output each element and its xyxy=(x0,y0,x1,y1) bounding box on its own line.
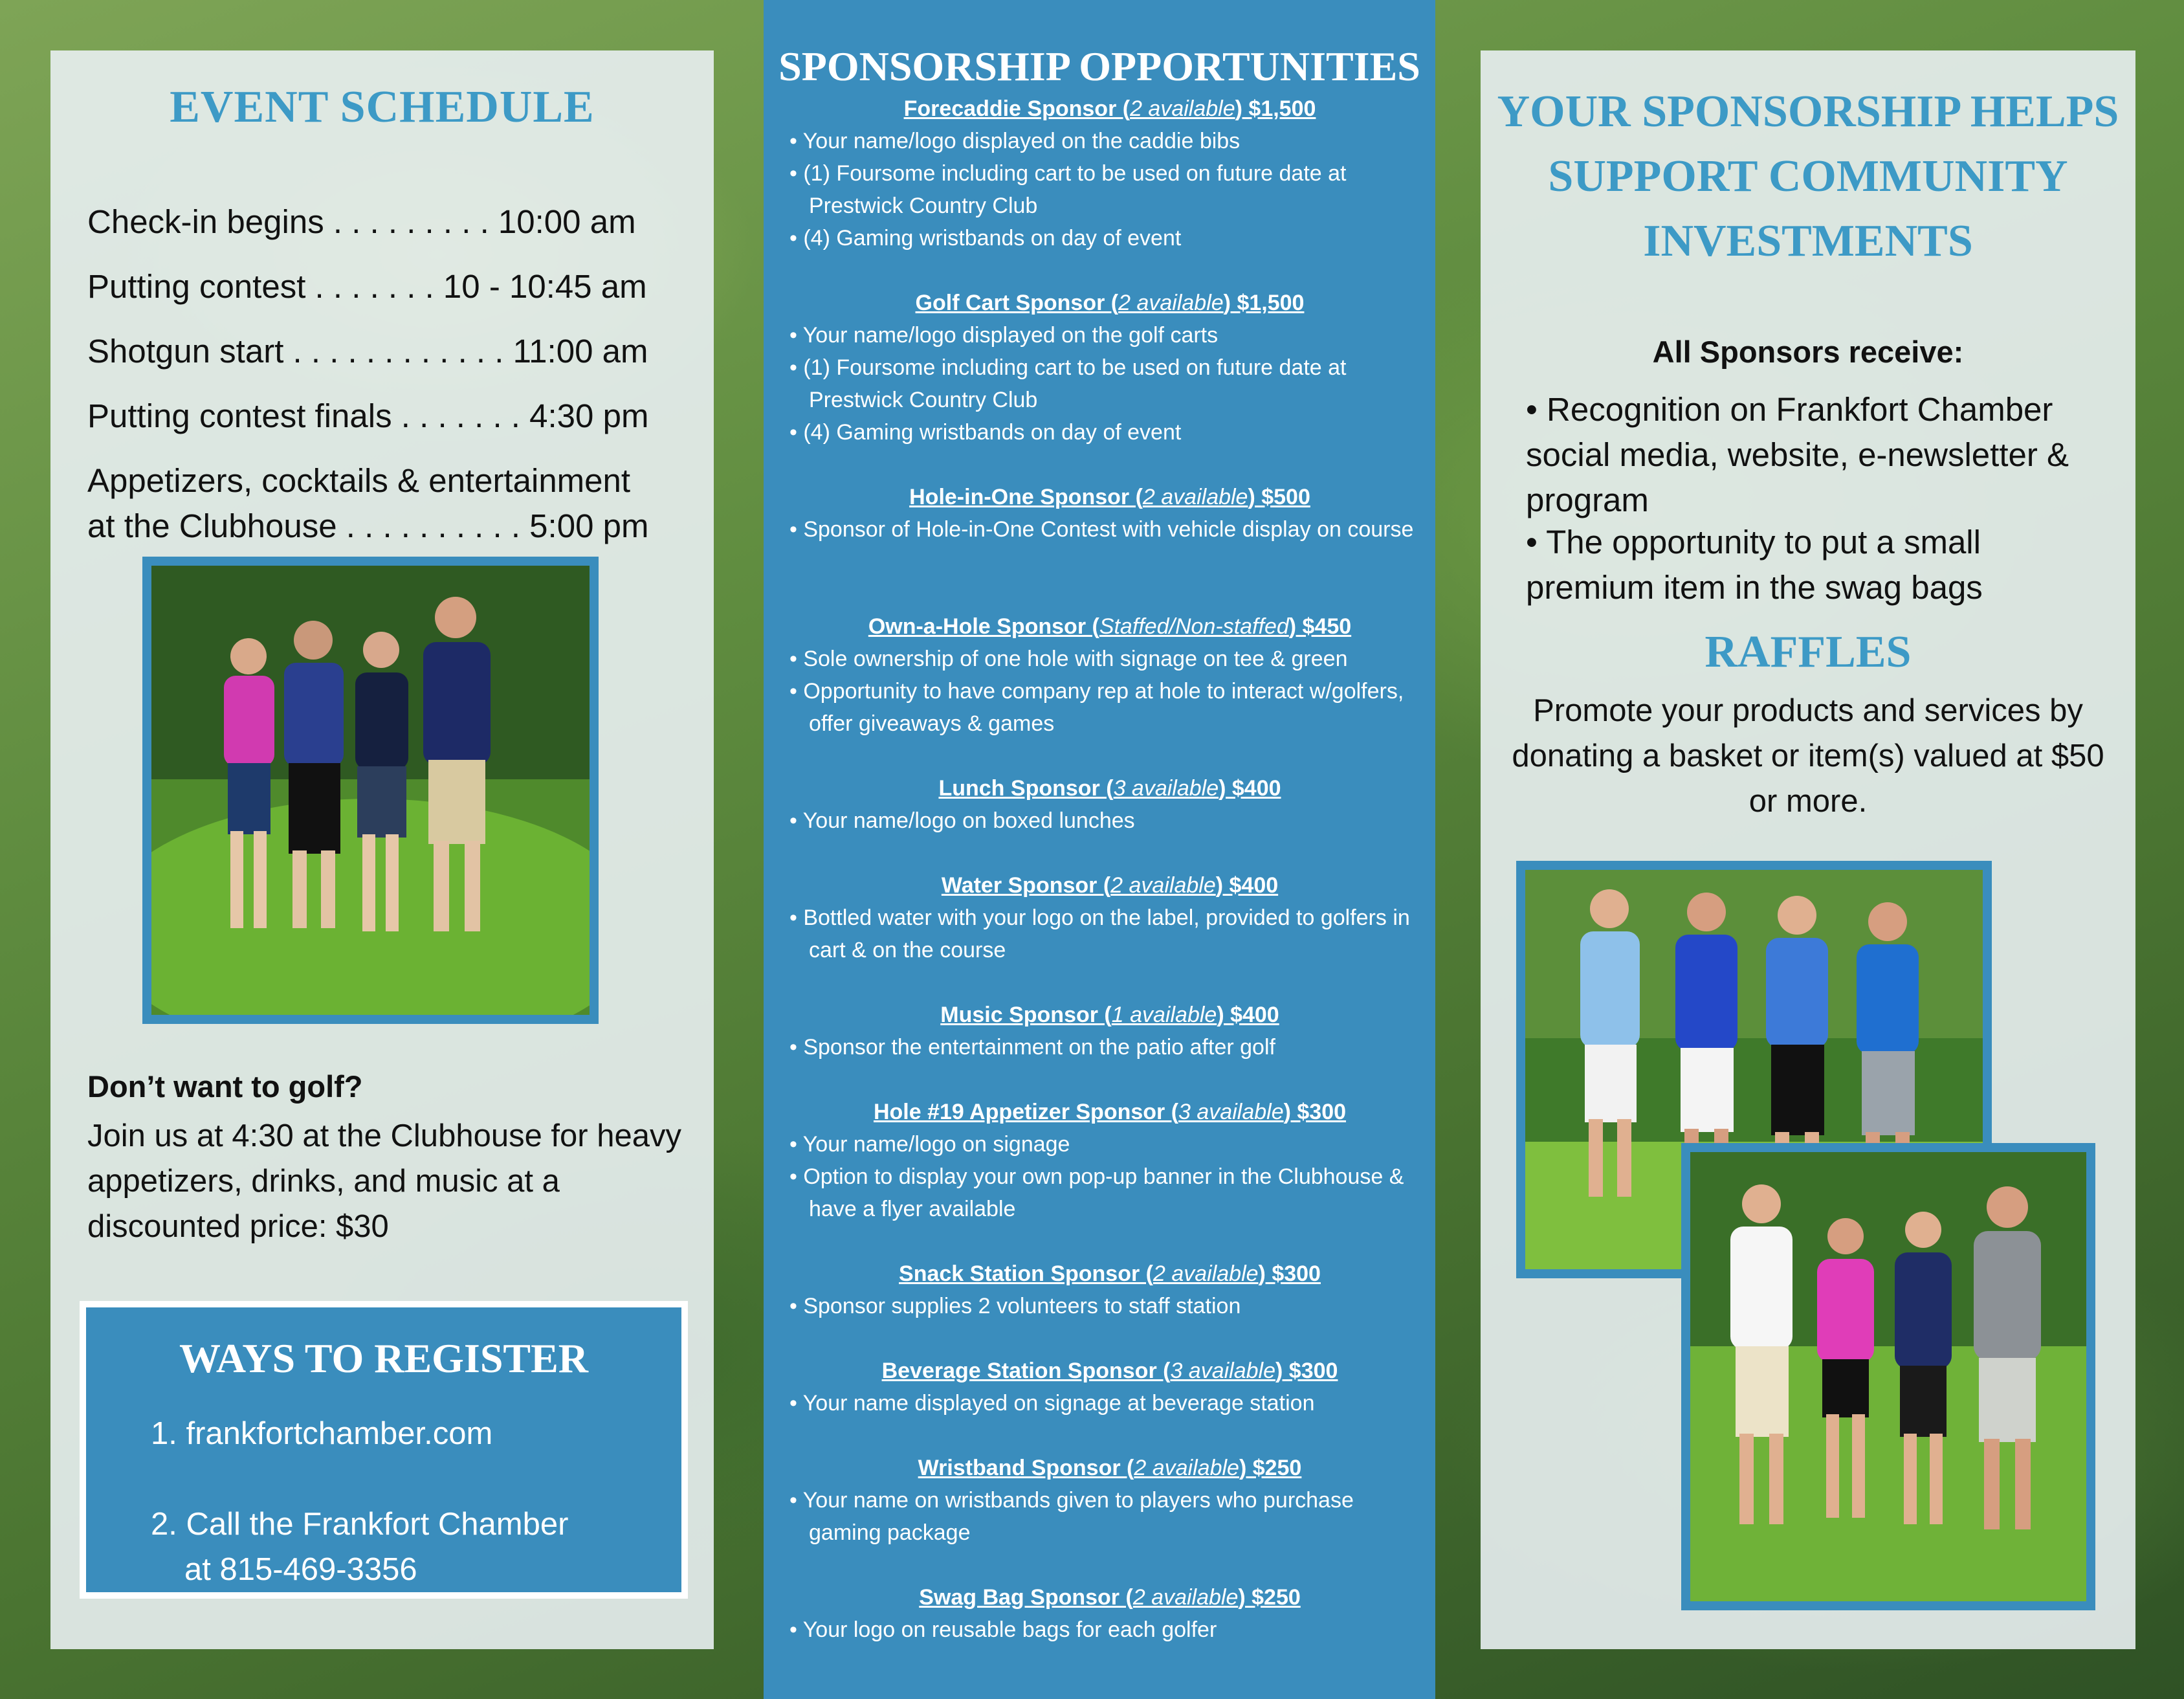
schedule-item: Putting contest finals . . . . . . . 4:30 pm xyxy=(87,397,649,434)
sponsor-title: Beverage Station Sponsor (3 available) $300 xyxy=(881,1359,1338,1383)
sponsor-title: Golf Cart Sponsor (2 available) $1,500 xyxy=(915,291,1305,315)
sponsor-bullet: • Bottled water with your logo on the label, provided to golfers in cart & on the course xyxy=(789,905,1410,962)
schedule-item: Check-in begins . . . . . . . . . 10:00 am xyxy=(87,203,636,240)
benefit-bullet-recognition: • Recognition on Frankfort Chamber social media, website, e-newsletter & program xyxy=(1526,391,2069,518)
sponsor-item-music xyxy=(789,999,1430,1063)
sponsor-bullet: • Your name/logo displayed on the caddie bibs xyxy=(789,129,1241,153)
sponsor-title: Snack Station Sponsor (2 available) $300 xyxy=(899,1261,1321,1286)
sponsor-bullet: • Your name/logo on signage xyxy=(789,1132,1070,1157)
sponsor-item-snack-station xyxy=(789,1258,1430,1322)
schedule-item: Putting contest . . . . . . . 10 - 10:45 am xyxy=(87,268,647,305)
sponsor-title: Hole #19 Appetizer Sponsor (3 available) $300 xyxy=(873,1100,1347,1124)
raffles-text: Promote your products and services by donating a basket or item(s) valued at $50 or more. xyxy=(1512,693,2104,819)
sponsor-bullet: • Your name on wristbands given to players who purchase gaming package xyxy=(789,1488,1354,1545)
dont-want-to-golf-text: Join us at 4:30 at the Clubhouse for heavy appetizers, drinks, and music at a discounted price: $30 xyxy=(87,1118,681,1244)
register-website: 1. frankfortchamber.com xyxy=(151,1416,493,1451)
sponsor-bullet: • Opportunity to have company rep at hole to interact w/golfers, offer giveaways & games xyxy=(789,679,1404,736)
golfers-photo-3 xyxy=(1681,1143,2095,1610)
sponsor-title: Lunch Sponsor (3 available) $400 xyxy=(938,776,1281,801)
raffles-heading: RAFFLES xyxy=(1704,627,1912,677)
schedule-item: Appetizers, cocktails & entertainment xyxy=(87,462,631,499)
golfers-photo-1 xyxy=(142,557,599,1024)
left-panel xyxy=(50,50,714,1649)
sponsor-item-swag-bag xyxy=(789,1581,1430,1646)
sponsor-title: Swag Bag Sponsor (2 available) $250 xyxy=(919,1585,1301,1610)
sponsor-item-hole-in-one xyxy=(789,481,1430,546)
sponsorship-panel xyxy=(764,0,1435,1699)
sponsor-bullet: • (4) Gaming wristbands on day of event xyxy=(789,420,1182,445)
benefit-bullet-swag: • The opportunity to put a small premium item in the swag bags xyxy=(1526,524,1983,606)
register-call: 2. Call the Frankfort Chamber xyxy=(151,1507,569,1542)
sponsor-item-beverage-station xyxy=(789,1355,1430,1419)
sponsor-bullet: • Your name/logo on boxed lunches xyxy=(789,808,1135,833)
ways-to-register-box xyxy=(80,1301,688,1599)
schedule-item: at the Clubhouse . . . . . . . . . . 5:00 pm xyxy=(87,507,649,544)
register-phone: at 815-469-3356 xyxy=(184,1552,417,1587)
sponsor-bullet: • (4) Gaming wristbands on day of event xyxy=(789,226,1182,250)
sponsor-title: Music Sponsor (1 available) $400 xyxy=(940,1003,1279,1027)
sponsor-bullet: • Your name displayed on signage at beverage station xyxy=(789,1391,1315,1416)
schedule-item: Shotgun start . . . . . . . . . . . . 11:00 am xyxy=(87,333,648,370)
sponsor-title: Hole-in-One Sponsor (2 available) $500 xyxy=(909,485,1310,509)
sponsor-item-hole-19 xyxy=(789,1096,1430,1225)
sponsor-item-wristband xyxy=(789,1452,1430,1549)
sponsor-title: Wristband Sponsor (2 available) $250 xyxy=(918,1456,1302,1480)
sponsor-item-golf-cart xyxy=(789,287,1430,449)
sponsor-bullet: • Sponsor of Hole-in-One Contest with vehicle display on course xyxy=(789,517,1414,542)
heading-line: SUPPORT COMMUNITY xyxy=(1548,151,2068,201)
sponsor-bullet: • (1) Foursome including cart to be used on future date at Prestwick Country Club xyxy=(789,161,1347,218)
sponsor-bullet: • (1) Foursome including cart to be used on future date at Prestwick Country Club xyxy=(789,355,1347,412)
event-schedule-heading: EVENT SCHEDULE xyxy=(170,82,595,132)
sponsorship-helps-heading xyxy=(1481,80,2135,274)
ways-to-register-heading: WAYS TO REGISTER xyxy=(179,1335,588,1381)
sponsorship-heading: SPONSORSHIP OPPORTUNITIES xyxy=(778,43,1420,89)
sponsor-bullet: • Your name/logo displayed on the golf carts xyxy=(789,323,1219,348)
sponsor-title: Forecaddie Sponsor (2 available) $1,500 xyxy=(903,96,1316,121)
dont-want-to-golf-title: Don’t want to golf? xyxy=(87,1069,363,1104)
sponsor-item-own-a-hole xyxy=(789,610,1430,740)
sponsor-title: Own-a-Hole Sponsor (Staffed/Non-staffed) $450 xyxy=(868,614,1352,639)
sponsor-bullet: • Your logo on reusable bags for each golfer xyxy=(789,1617,1217,1642)
sponsor-bullet: • Sole ownership of one hole with signage on tee & green xyxy=(789,647,1348,671)
heading-line: INVESTMENTS xyxy=(1643,216,1973,266)
sponsor-item-forecaddie xyxy=(789,93,1430,254)
sponsor-item-water xyxy=(789,869,1430,966)
sponsor-bullet: • Sponsor supplies 2 volunteers to staff station xyxy=(789,1294,1241,1318)
sponsor-item-lunch xyxy=(789,772,1430,837)
sponsor-title: Water Sponsor (2 available) $400 xyxy=(941,873,1279,898)
all-sponsors-receive: All Sponsors receive: xyxy=(1652,335,1964,369)
heading-line: YOUR SPONSORSHIP HELPS xyxy=(1497,87,2119,137)
sponsor-bullet: • Sponsor the entertainment on the patio after golf xyxy=(789,1035,1275,1060)
sponsor-bullet: • Option to display your own pop-up banner in the Clubhouse & have a flyer available xyxy=(789,1164,1404,1221)
